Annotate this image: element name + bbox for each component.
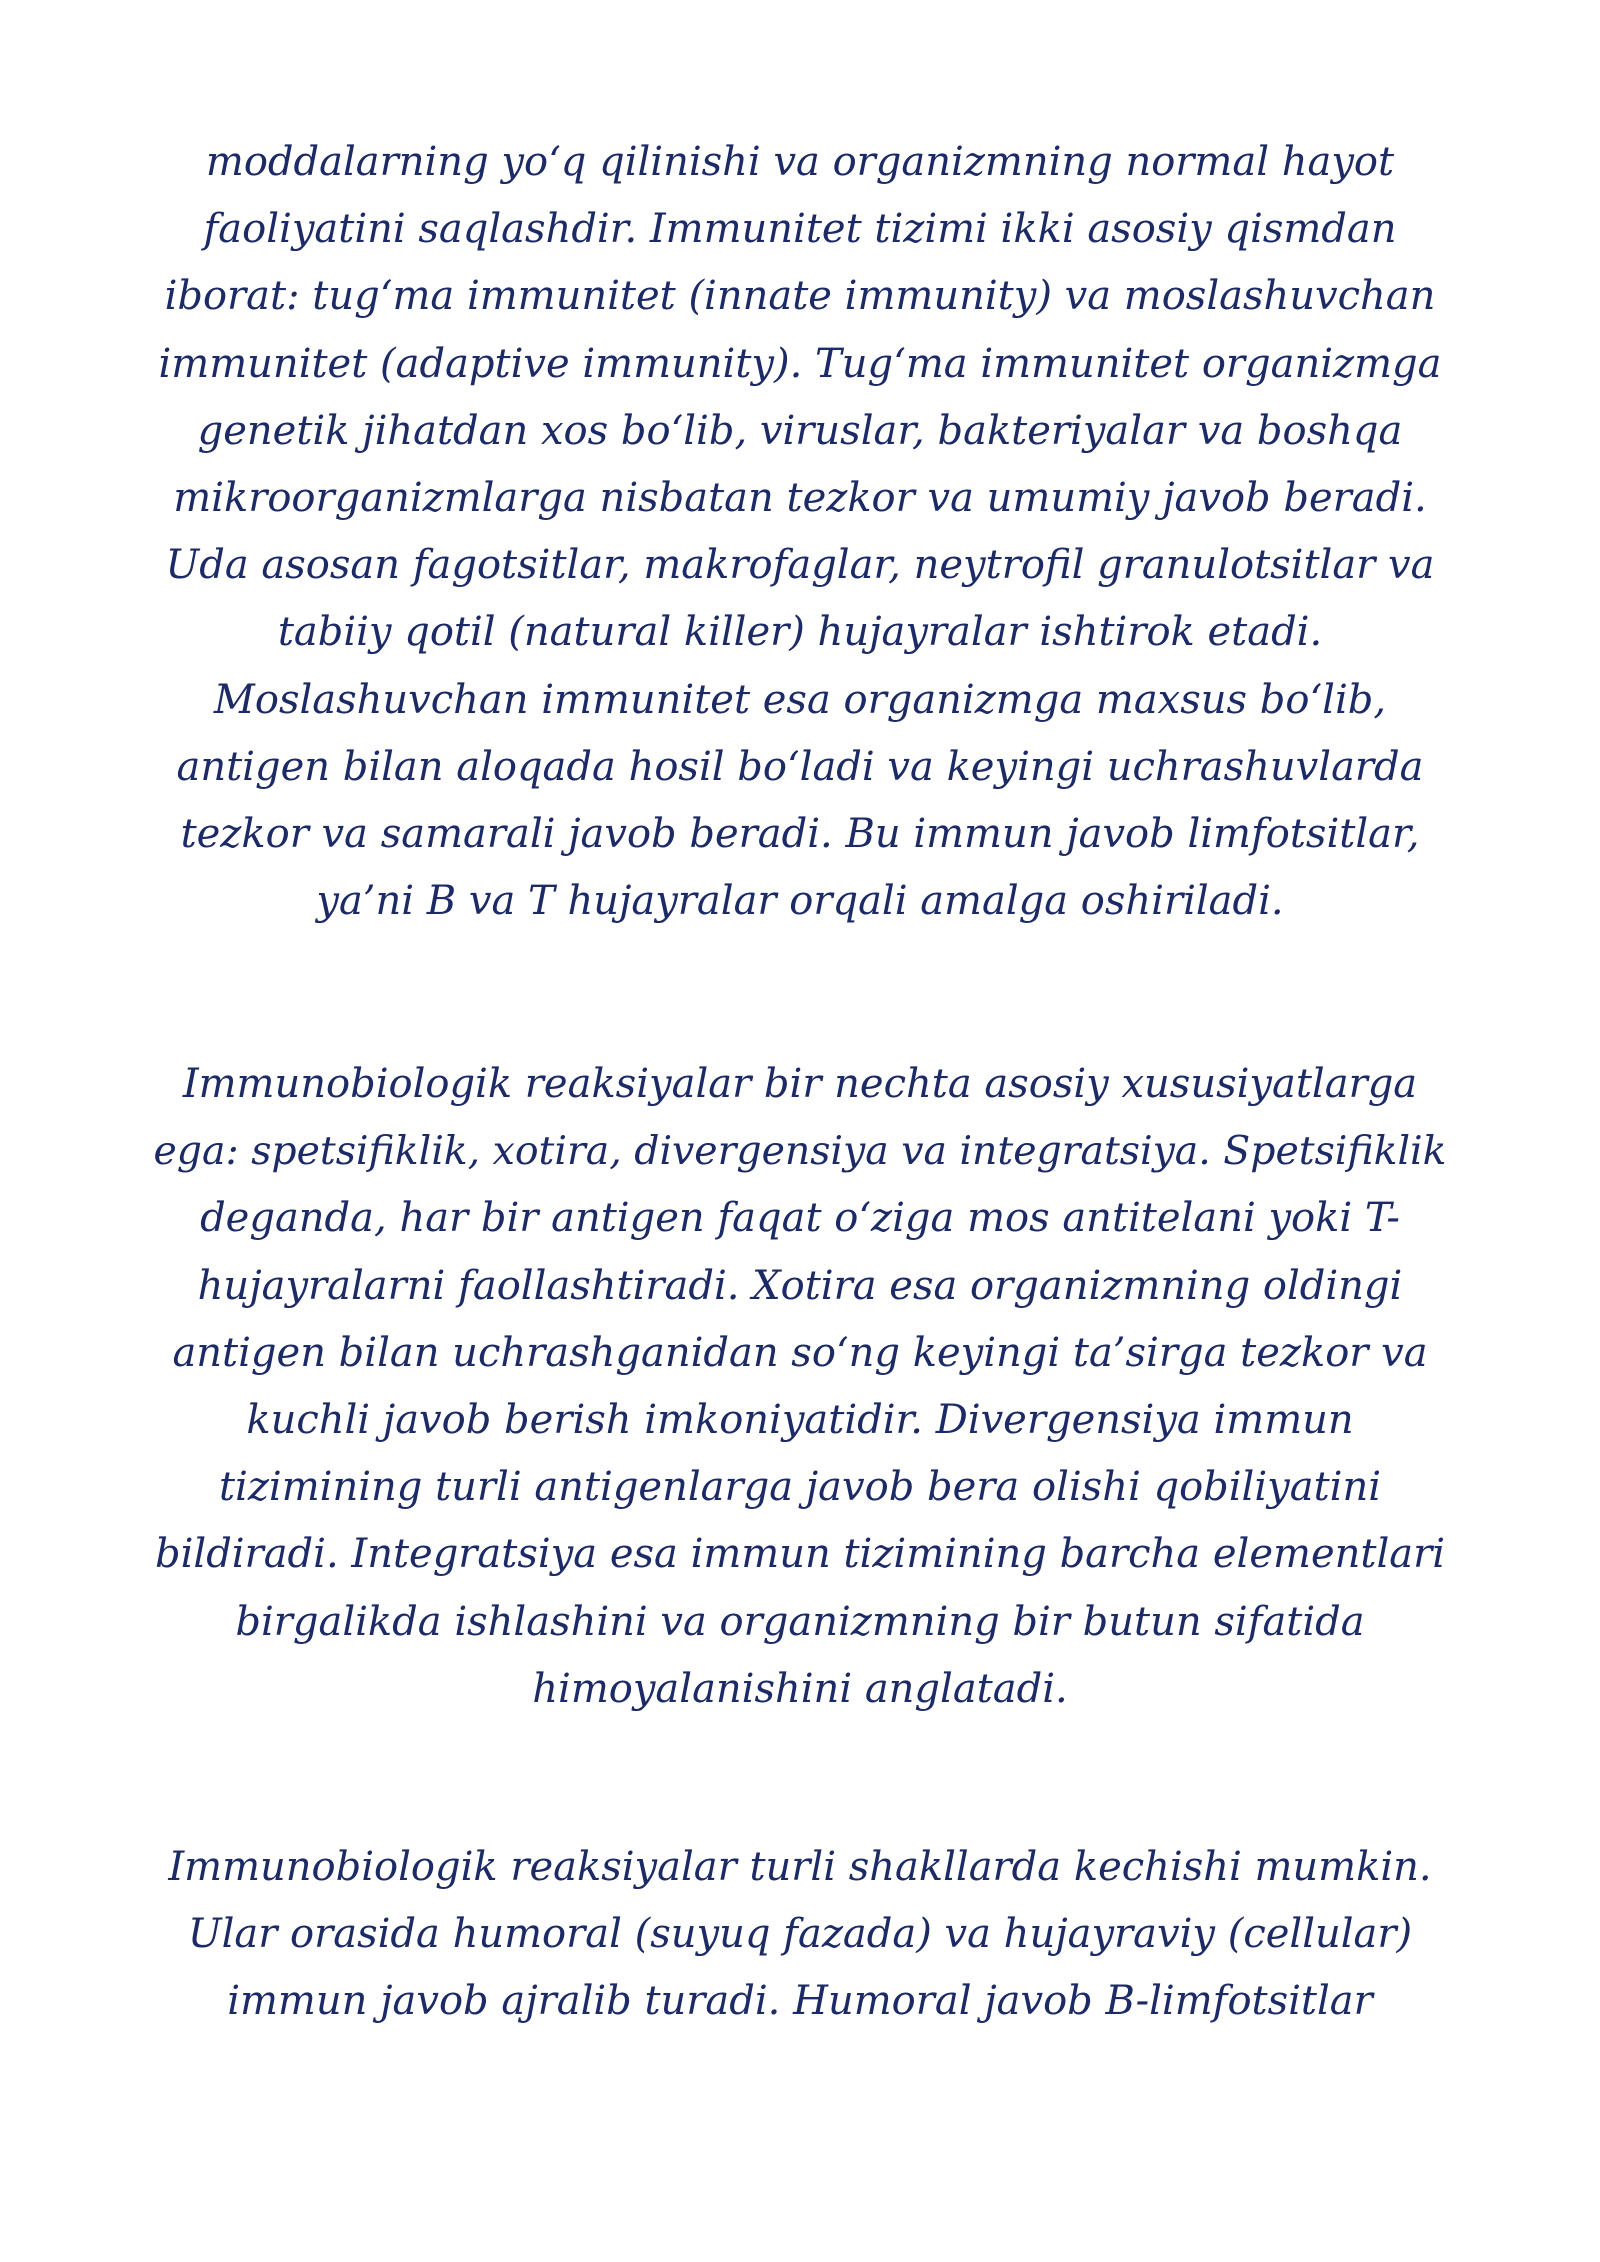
text-line: iborat: tug‘ma immunitet (innate immunity) va moslashuvchan: [164, 273, 1436, 320]
text-line: ega: spetsifiklik, xotira, divergensiya va integratsiya. Spetsifiklik: [153, 1128, 1447, 1175]
text-line: kuchli javob berish imkoniyatidir. Divergensiya immun: [246, 1397, 1354, 1444]
text-line: tezkor va samarali javob beradi. Bu immun javob limfotsitlar,: [180, 811, 1420, 858]
text-line: himoyalanishini anglatadi.: [532, 1665, 1068, 1712]
text-line: Ular orasida humoral (suyuq fazada) va hujayraviy (cellular): [187, 1911, 1413, 1958]
text-line: faoliyatini saqlashdir. Immunitet tizimi ikki asosiy qismdan: [203, 206, 1397, 253]
text-line: Moslashuvchan immunitet esa organizmga maxsus bo‘lib,: [213, 676, 1387, 723]
text-line: tizimining turli antigenlarga javob bera olishi qobiliyatini: [218, 1464, 1381, 1511]
text-line: bildiradi. Integratsiya esa immun tizimining barcha elementlari: [155, 1531, 1445, 1578]
text-line: immunitet (adaptive immunity). Tug‘ma immunitet organizmga: [158, 340, 1442, 387]
paragraph-immunobiological-properties: [150, 1051, 1450, 1723]
paragraph-humoral-cellular-response: [150, 1834, 1450, 2036]
text-line: birgalikda ishlashini va organizmning bir butun sifatida: [235, 1598, 1365, 1645]
text-line: tabiiy qotil (natural killer) hujayralar ishtirok etadi.: [277, 609, 1323, 656]
text-line: ya’ni B va T hujayralar orqali amalga oshiriladi.: [316, 878, 1284, 925]
text-line: moddalarning yo‘q qilinishi va organizmning normal hayot: [205, 139, 1395, 185]
text-line: Immunobiologik reaksiyalar turli shakllarda kechishi mumkin.: [168, 1844, 1432, 1890]
text-line: Immunobiologik reaksiyalar bir nechta asosiy xususiyatlarga: [182, 1061, 1418, 1107]
text-line: mikroorganizmlarga nisbatan tezkor va umumiy javob beradi.: [173, 475, 1427, 522]
text-line: hujayralarni faollashtiradi. Xotira esa organizmning oldingi: [197, 1262, 1403, 1309]
paragraph-innate-adaptive-immunity: [150, 129, 1450, 935]
text-line: Uda asosan fagotsitlar, makrofaglar, neytrofil granulotsitlar va: [165, 542, 1435, 589]
text-line: genetik jihatdan xos bo‘lib, viruslar, bakteriyalar va boshqa: [197, 407, 1403, 454]
text-line: deganda, har bir antigen faqat o‘ziga mos antitelani yoki T-: [200, 1195, 1400, 1242]
text-line: antigen bilan aloqada hosil bo‘ladi va keyingi uchrashuvlarda: [176, 743, 1424, 790]
text-line: antigen bilan uchrashganidan so‘ng keyingi ta’sirga tezkor va: [172, 1329, 1428, 1376]
text-line: immun javob ajralib turadi. Humoral javob B-limfotsitlar: [227, 1978, 1373, 2025]
